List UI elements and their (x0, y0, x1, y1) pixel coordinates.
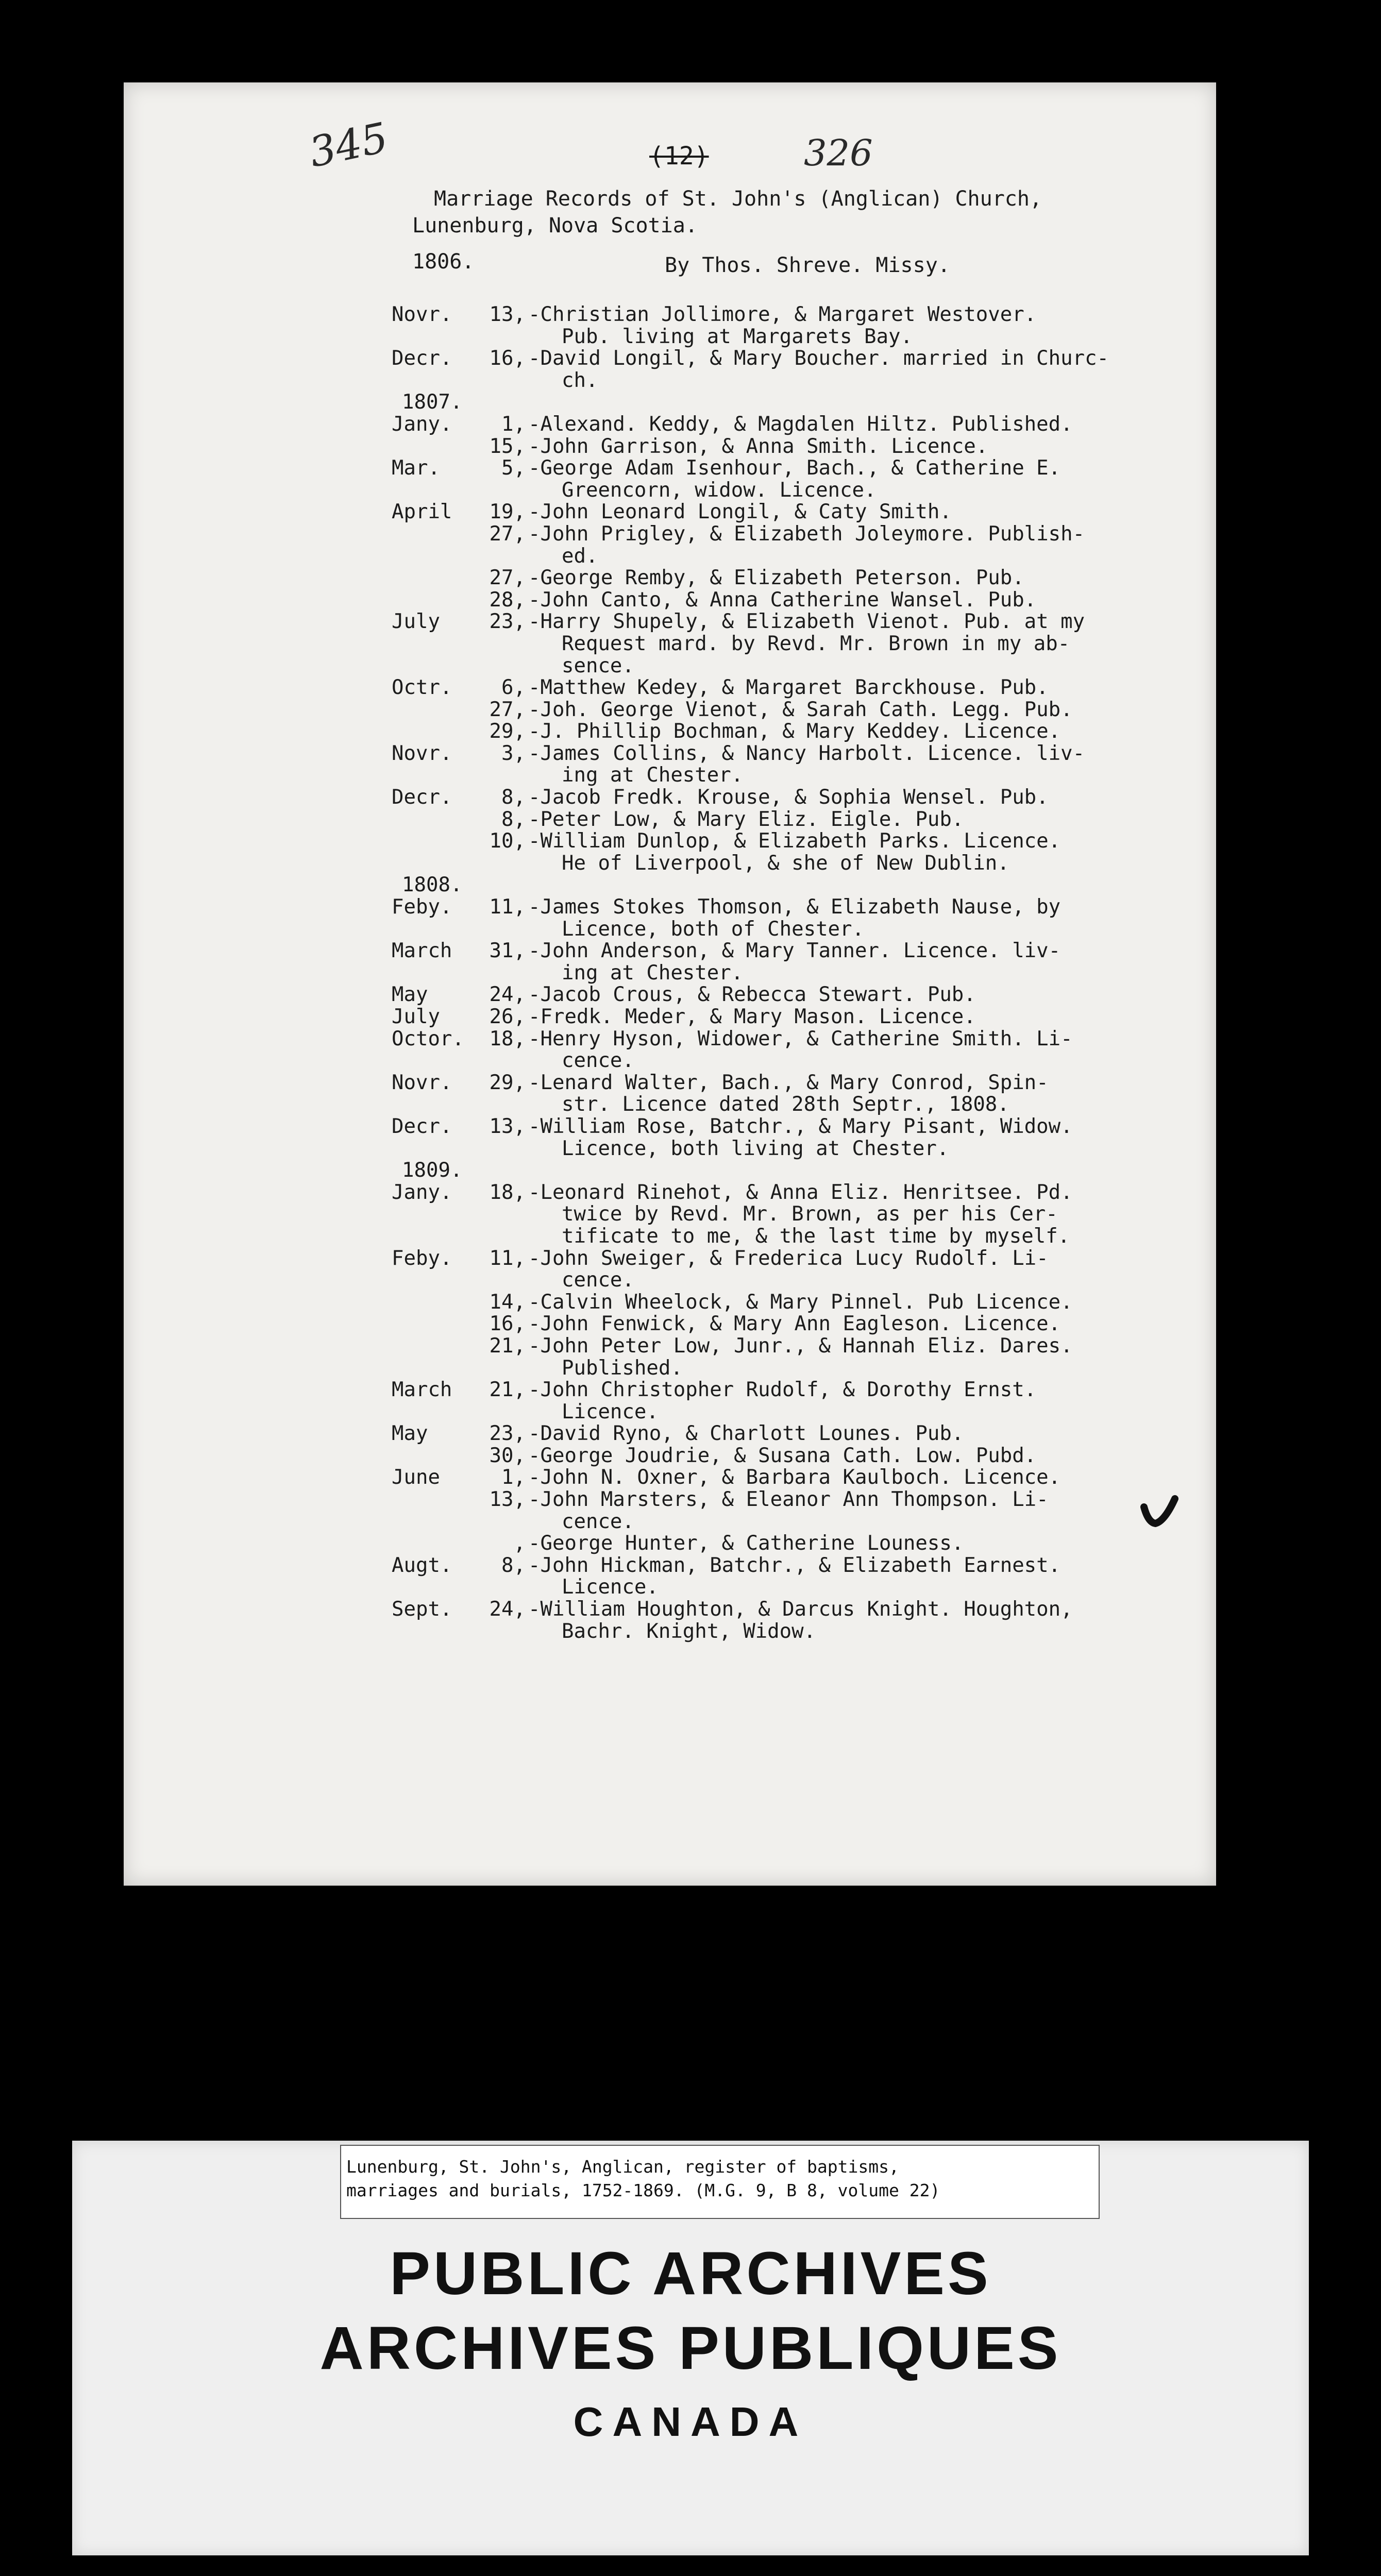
record-text: Licence. (562, 1575, 659, 1599)
record-text: sence. (562, 654, 634, 677)
record-continuation (392, 1226, 1195, 1248)
record-month: Decr. (392, 1114, 452, 1138)
record-month: Novr. (392, 303, 452, 326)
record-text: ed. (562, 544, 598, 568)
record-month: Decr. (392, 347, 452, 370)
record-month: Jany. (392, 412, 452, 436)
record-day: 11, (489, 895, 526, 919)
record-text: cence. (562, 1049, 634, 1073)
record-text: He of Liverpool, & she of New Dublin. (562, 851, 1009, 875)
record-text: -William Houghton, & Darcus Knight. Houghton, (528, 1598, 1073, 1621)
handwritten-stamp-number: 345 (305, 113, 392, 177)
record-continuation (392, 546, 1195, 568)
record-entry (392, 1555, 1195, 1577)
record-text: -John Christopher Rudolf, & Dorothy Ernst. (528, 1378, 1037, 1402)
record-text: -Alexand. Keddy, & Magdalen Hiltz. Published. (528, 412, 1073, 436)
record-text: ing at Chester. (562, 764, 744, 787)
record-entry (392, 1028, 1195, 1050)
record-entry (392, 677, 1195, 699)
record-month: Augt. (392, 1553, 452, 1577)
record-month: Feby. (392, 895, 452, 919)
record-entry (392, 436, 1195, 458)
record-text: -Leonard Rinehot, & Anna Eliz. Henritsee. Pd. (528, 1180, 1073, 1204)
record-continuation (392, 1401, 1195, 1423)
record-month: Jany. (392, 1180, 452, 1204)
record-month: 1808. (402, 873, 463, 897)
record-continuation (392, 1621, 1195, 1643)
record-day: 19, (489, 500, 526, 524)
record-text: -David Longil, & Mary Boucher. married in Churc- (528, 347, 1109, 370)
record-entry (392, 984, 1195, 1006)
record-entry (392, 699, 1195, 721)
catalogue-label (340, 2145, 1100, 2219)
record-day: 27, (489, 566, 526, 590)
record-entry (392, 1072, 1195, 1094)
record-day: 13, (489, 1114, 526, 1138)
record-entry (392, 457, 1195, 480)
record-month: May (392, 983, 428, 1007)
record-text: Bachr. Knight, Widow. (562, 1619, 816, 1643)
record-text: str. Licence dated 28th Septr., 1808. (562, 1093, 1009, 1116)
record-text: ing at Chester. (562, 961, 744, 985)
record-entry (392, 1445, 1195, 1467)
record-month: Octr. (392, 676, 452, 700)
record-entry (392, 1313, 1195, 1335)
record-day: 15, (489, 434, 526, 458)
record-continuation (392, 1511, 1195, 1533)
record-text: -Harry Shupely, & Elizabeth Vienot. Pub. at my (528, 610, 1085, 634)
record-text: -Fredk. Meder, & Mary Mason. Licence. (528, 1005, 976, 1028)
record-text: Licence. (562, 1400, 659, 1423)
record-continuation (392, 1204, 1195, 1226)
record-text: -Calvin Wheelock, & Mary Pinnel. Pub Licence. (528, 1290, 1073, 1314)
record-month: Mar. (392, 456, 440, 480)
record-text: twice by Revd. Mr. Brown, as per his Cer- (562, 1202, 1058, 1226)
record-month: Sept. (392, 1598, 452, 1621)
record-month: Octor. (392, 1027, 464, 1050)
record-day: 16, (489, 1312, 526, 1336)
year-heading (392, 392, 1195, 414)
record-text: -John Canto, & Anna Catherine Wansel. Pub. (528, 588, 1037, 612)
record-day: 1, (501, 412, 526, 436)
record-text: -John N. Oxner, & Barbara Kaulboch. Licence. (528, 1466, 1061, 1489)
record-text: -John Sweiger, & Frederica Lucy Rudolf. Li- (528, 1246, 1049, 1270)
record-text: -J. Phillip Bochman, & Mary Keddey. Licence. (528, 720, 1061, 743)
record-month: June (392, 1466, 440, 1489)
record-month: July (392, 610, 440, 634)
archives-target-card (72, 2141, 1309, 2555)
record-entry (392, 896, 1195, 919)
document-page (124, 82, 1216, 1886)
record-text: -John Prigley, & Elizabeth Joleymore. Publish- (528, 522, 1085, 546)
record-continuation (392, 633, 1195, 655)
record-month: May (392, 1422, 428, 1446)
record-day: 30, (489, 1444, 526, 1467)
archives-heading-french: ARCHIVES PUBLIQUES (319, 2314, 1062, 2382)
record-day: 16, (489, 347, 526, 370)
record-text: -John Anderson, & Mary Tanner. Licence. liv- (528, 939, 1061, 963)
record-month: July (392, 1005, 440, 1028)
record-text: -John Fenwick, & Mary Ann Eagleson. Licence. (528, 1312, 1061, 1336)
record-continuation (392, 326, 1195, 348)
record-text: -John Garrison, & Anna Smith. Licence. (528, 434, 988, 458)
record-text: -William Rose, Batchr., & Mary Pisant, Widow. (528, 1114, 1073, 1138)
record-text: -James Stokes Thomson, & Elizabeth Nause, by (528, 895, 1061, 919)
record-entry (392, 501, 1195, 523)
record-continuation (392, 962, 1195, 985)
record-entry (392, 1248, 1195, 1270)
record-continuation (392, 1138, 1195, 1160)
record-day: 13, (489, 303, 526, 326)
record-day: 23, (489, 1422, 526, 1446)
record-continuation (392, 480, 1195, 502)
record-month: April (392, 500, 452, 524)
record-text: Pub. living at Margarets Bay. (562, 325, 913, 348)
record-entry (392, 523, 1195, 546)
record-day: 29, (489, 1071, 526, 1094)
record-entry (392, 809, 1195, 831)
record-month: March (392, 1378, 452, 1402)
record-day: 21, (489, 1378, 526, 1402)
record-text: -John Peter Low, Junr., & Hannah Eliz. Dares. (528, 1334, 1073, 1358)
record-continuation (392, 1094, 1195, 1116)
record-text: -George Adam Isenhour, Bach., & Catherine E. (528, 456, 1061, 480)
record-day: 1, (501, 1466, 526, 1489)
record-text: Licence, both living at Chester. (562, 1137, 949, 1160)
record-month: Novr. (392, 741, 452, 765)
marriage-records-list (392, 304, 1195, 1642)
record-entry (392, 787, 1195, 809)
record-text: -Lenard Walter, Bach., & Mary Conrod, Spin- (528, 1071, 1049, 1094)
record-continuation (392, 655, 1195, 677)
record-text: ch. (562, 368, 598, 392)
handwritten-folio-number: 326 (804, 132, 873, 174)
record-text: cence. (562, 1268, 634, 1292)
record-continuation (392, 1577, 1195, 1599)
record-continuation (392, 370, 1195, 392)
record-entry (392, 1116, 1195, 1138)
record-entry (392, 743, 1195, 765)
record-entry (392, 1292, 1195, 1314)
record-entry (392, 1335, 1195, 1358)
record-entry (392, 1599, 1195, 1621)
record-day: 3, (501, 741, 526, 765)
record-day: 24, (489, 1598, 526, 1621)
record-continuation (392, 919, 1195, 941)
record-text: -James Collins, & Nancy Harbolt. Licence. liv- (528, 741, 1085, 765)
record-entry (392, 1533, 1195, 1555)
record-continuation (392, 853, 1195, 875)
record-text: -Jacob Crous, & Rebecca Stewart. Pub. (528, 983, 976, 1007)
record-entry (392, 940, 1195, 962)
page-title: Marriage Records of St. John's (Anglican) Church, Lunenburg, Nova Scotia. (412, 187, 1042, 238)
record-day: 8, (501, 807, 526, 831)
record-day: 8, (501, 1553, 526, 1577)
record-day: 21, (489, 1334, 526, 1358)
archives-heading-english: PUBLIC ARCHIVES (390, 2240, 991, 2308)
record-entry (392, 304, 1195, 326)
record-day: 18, (489, 1180, 526, 1204)
record-entry (392, 611, 1195, 633)
record-continuation (392, 1269, 1195, 1292)
country-name: CANADA (573, 2399, 808, 2445)
record-day: 23, (489, 610, 526, 634)
year-heading: 1806. (412, 250, 475, 274)
record-entry (392, 567, 1195, 589)
record-entry (392, 1006, 1195, 1028)
record-month: Novr. (392, 1071, 452, 1094)
record-continuation (392, 1050, 1195, 1072)
record-day: 31, (489, 939, 526, 963)
record-month: 1807. (402, 391, 463, 414)
record-entry (392, 1182, 1195, 1204)
record-day: 28, (489, 588, 526, 612)
record-entry (392, 1467, 1195, 1489)
record-day: 27, (489, 522, 526, 546)
record-text: Published. (562, 1356, 683, 1380)
record-day: 18, (489, 1027, 526, 1050)
record-continuation (392, 765, 1195, 787)
struck-folio-number: (12) (649, 142, 709, 171)
record-day: 14, (489, 1290, 526, 1314)
record-text: -David Ryno, & Charlott Lounes. Pub. (528, 1422, 964, 1446)
record-entry (392, 831, 1195, 853)
record-month: 1809. (402, 1159, 463, 1182)
record-text: -Joh. George Vienot, & Sarah Cath. Legg. Pub. (528, 698, 1073, 721)
record-month: Decr. (392, 786, 452, 809)
record-text: -John Leonard Longil, & Caty Smith. (528, 500, 952, 524)
record-entry (392, 348, 1195, 370)
record-text: -William Dunlop, & Elizabeth Parks. Licence. (528, 829, 1061, 853)
record-day: 5, (501, 456, 526, 480)
record-text: -Henry Hyson, Widower, & Catherine Smith. Li- (528, 1027, 1073, 1050)
record-text: -John Hickman, Batchr., & Elizabeth Earnest. (528, 1553, 1061, 1577)
record-text: -Peter Low, & Mary Eliz. Eigle. Pub. (528, 807, 964, 831)
record-month: March (392, 939, 452, 963)
record-day: 10, (489, 829, 526, 853)
record-day: 29, (489, 720, 526, 743)
officiant-line: By Thos. Shreve. Missy. (665, 253, 950, 277)
record-text: Request mard. by Revd. Mr. Brown in my ab- (562, 632, 1070, 655)
record-day: 11, (489, 1246, 526, 1270)
record-text: -George Joudrie, & Susana Cath. Low. Pubd. (528, 1444, 1037, 1467)
year-heading (392, 1160, 1195, 1182)
record-text: tificate to me, & the last time by myself. (562, 1224, 1070, 1248)
record-continuation (392, 1358, 1195, 1380)
record-day: 6, (501, 676, 526, 700)
record-text: -Christian Jollimore, & Margaret Westover. (528, 303, 1037, 326)
checkmark-icon (1139, 1492, 1180, 1533)
record-text: -Jacob Fredk. Krouse, & Sophia Wensel. Pub. (528, 786, 1049, 809)
record-day: 24, (489, 983, 526, 1007)
record-entry (392, 589, 1195, 612)
record-text: -Matthew Kedey, & Margaret Barckhouse. Pub. (528, 676, 1049, 700)
record-text: cence. (562, 1510, 634, 1533)
record-entry (392, 414, 1195, 436)
record-month: Feby. (392, 1246, 452, 1270)
record-day: 26, (489, 1005, 526, 1028)
record-entry (392, 721, 1195, 743)
record-text: Licence, both of Chester. (562, 917, 864, 941)
record-entry (392, 1489, 1195, 1511)
record-text: -George Remby, & Elizabeth Peterson. Pub. (528, 566, 1024, 590)
record-day: 27, (489, 698, 526, 721)
record-day: 8, (501, 786, 526, 809)
record-day: 13, (489, 1488, 526, 1512)
record-day: , (513, 1532, 526, 1555)
record-text: -John Marsters, & Eleanor Ann Thompson. Li- (528, 1488, 1049, 1512)
record-entry (392, 1379, 1195, 1401)
catalogue-label-text: Lunenburg, St. John's, Anglican, register of baptisms, marriages and burials, 1752-1869. (M.G. 9, B 8, volume 22) (346, 2157, 940, 2200)
year-heading (392, 874, 1195, 896)
record-text: -George Hunter, & Catherine Louness. (528, 1532, 964, 1555)
record-text: Greencorn, widow. Licence. (562, 478, 877, 502)
record-entry (392, 1423, 1195, 1445)
